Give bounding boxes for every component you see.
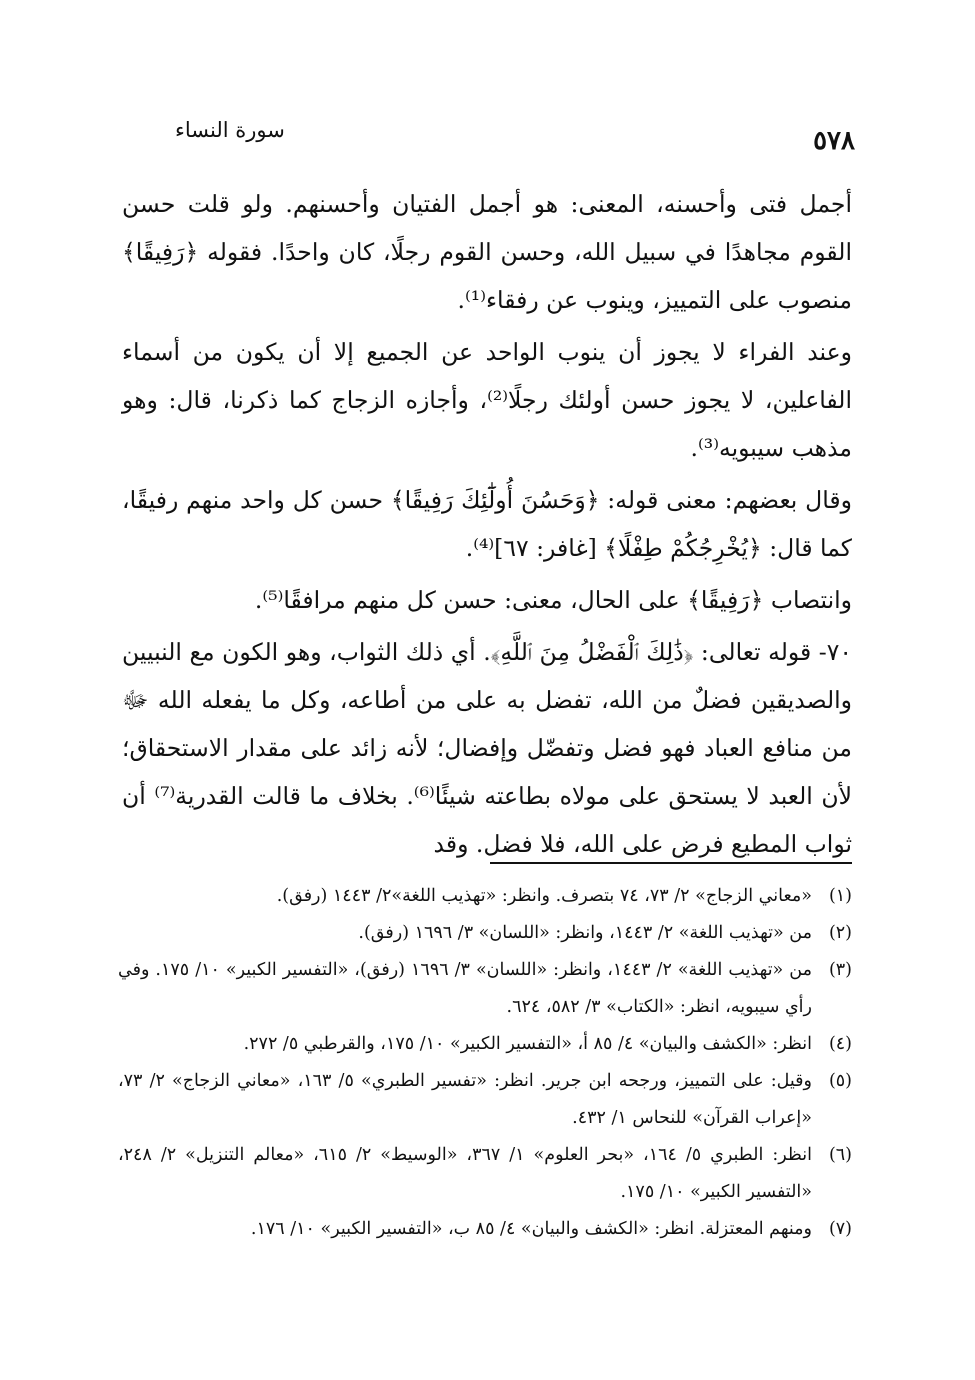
paragraph: وانتصاب ﴿رَفِيقًا﴾ على الحال، معنى: حسن كل منهم مرافقًا⁽⁵⁾. [254,586,852,614]
running-head [120,118,855,158]
footnote [118,1063,852,1137]
footnotes [118,878,852,1248]
footnote-number: (٢) [828,923,852,943]
paragraph: وقال بعضهم: معنى قوله: ﴿وَحَسُنَ أُولَٰٓئِكَ رَفِيقًا﴾ حسن كل واحد منهم رفيقًا، كما قال: ﴿يُخْرِجُكُمْ طِفْلًا﴾ [غافر: ٦٧]⁽⁴⁾. [122,486,852,562]
paragraph: أجمل فتى وأحسنه، المعنى: هو أجمل الفتيان وأحسنهم. ولو قلت حسن القوم مجاهدًا في سبيل الله، وحسن القوم رجلًا، كان واحدًا. فقوله ﴿رَفِيقًا﴾ منصوب على التمييز، وينوب عن رفقاء⁽¹⁾. [122,190,852,314]
footnote [118,878,852,915]
footnote [118,1137,852,1211]
footnote-number: (٧) [828,1219,852,1239]
footnote-number: (٣) [828,960,852,980]
footnote-text: من «تهذيب اللغة» ٢/ ١٤٤٣، وانظر: «اللسان» ٣/ ١٦٩٦ (رفق). [358,923,812,943]
footnote-number: (١) [828,886,852,906]
footnote-number: (٥) [828,1071,852,1091]
footnote [118,1026,852,1063]
footnote-text: وقيل: على التمييز، ورجحه ابن جرير. انظر: «تفسير الطبري» ٥/ ١٦٣، «معاني الزجاج» ٢/ ٧٣، «إعراب القرآن» للنحاس ١/ ٤٣٢. [118,1071,813,1128]
footnote-text: انظر: «الكشف والبيان» ٤/ ٨٥ أ، «التفسير الكبير» ١٠/ ١٧٥، والقرطبي ٥/ ٢٧٢. [243,1034,812,1054]
footnote-divider [490,862,852,864]
paragraph: ٧٠- قوله تعالى: ﴿ذَٰلِكَ ٱلْفَضْلُ مِنَ ٱللَّهِ﴾. أي ذلك الثواب، وهو الكون مع النبيين والصديقين فضلٌ من الله، تفضل به على من أطاعه، وكل ما يفعله الله ﷻ من منافع العباد فهو فضل وتفضّل وإفضال؛ لأنه زائد على مقدار الاستحقاق؛ لأن العبد لا يستحق على مولاه بطاعته شيئًا⁽⁶⁾. بخلاف ما قالت القدرية⁽⁷⁾ أن ثواب المطيع فرض على الله، فلا فضل. وقد [122,638,853,858]
footnote [118,915,852,952]
footnote-text: «معاني الزجاج» ٢/ ٧٣، ٧٤ بتصرف. وانظر: «تهذيب اللغة»٢/ ١٤٤٣ (رفق). [276,886,812,906]
main-text [122,180,852,872]
footnote [118,952,852,1026]
footnote [118,1211,852,1248]
page-number: ٥٧٨ [813,126,855,156]
surah-title: سورة النساء [175,118,285,142]
footnote-number: (٦) [828,1145,852,1165]
paragraph: وعند الفراء لا يجوز أن ينوب الواحد عن الجميع إلا أن يكون من أسماء الفاعلين، لا يجوز حسن أولئك رجلًا⁽²⁾، وأجازه الزجاج كما ذكرنا، قال: وهو مذهب سيبويه⁽³⁾. [122,338,852,462]
footnote-number: (٤) [828,1034,852,1054]
footnote-text: ومنهم المعتزلة. انظر: «الكشف والبيان» ٤/ ٨٥ ب، «التفسير الكبير» ١٠/ ١٧٦. [250,1219,812,1239]
footnote-text: انظر: الطبري ٥/ ١٦٤، «بحر العلوم» ١/ ٣٦٧، «الوسيط» ٢/ ٦١٥، «معالم التنزيل» ٢/ ٢٤٨، «التفسير الكبير» ١٠/ ١٧٥. [118,1145,812,1202]
footnote-text: من «تهذيب اللغة» ٢/ ١٤٤٣، وانظر: «اللسان» ٣/ ١٦٩٦ (رفق)، «التفسير الكبير» ١٠/ ١٧٥. وفي رأي سيبويه، انظر: «الكتاب» ٣/ ٥٨٢، ٦٢٤. [118,960,812,1017]
